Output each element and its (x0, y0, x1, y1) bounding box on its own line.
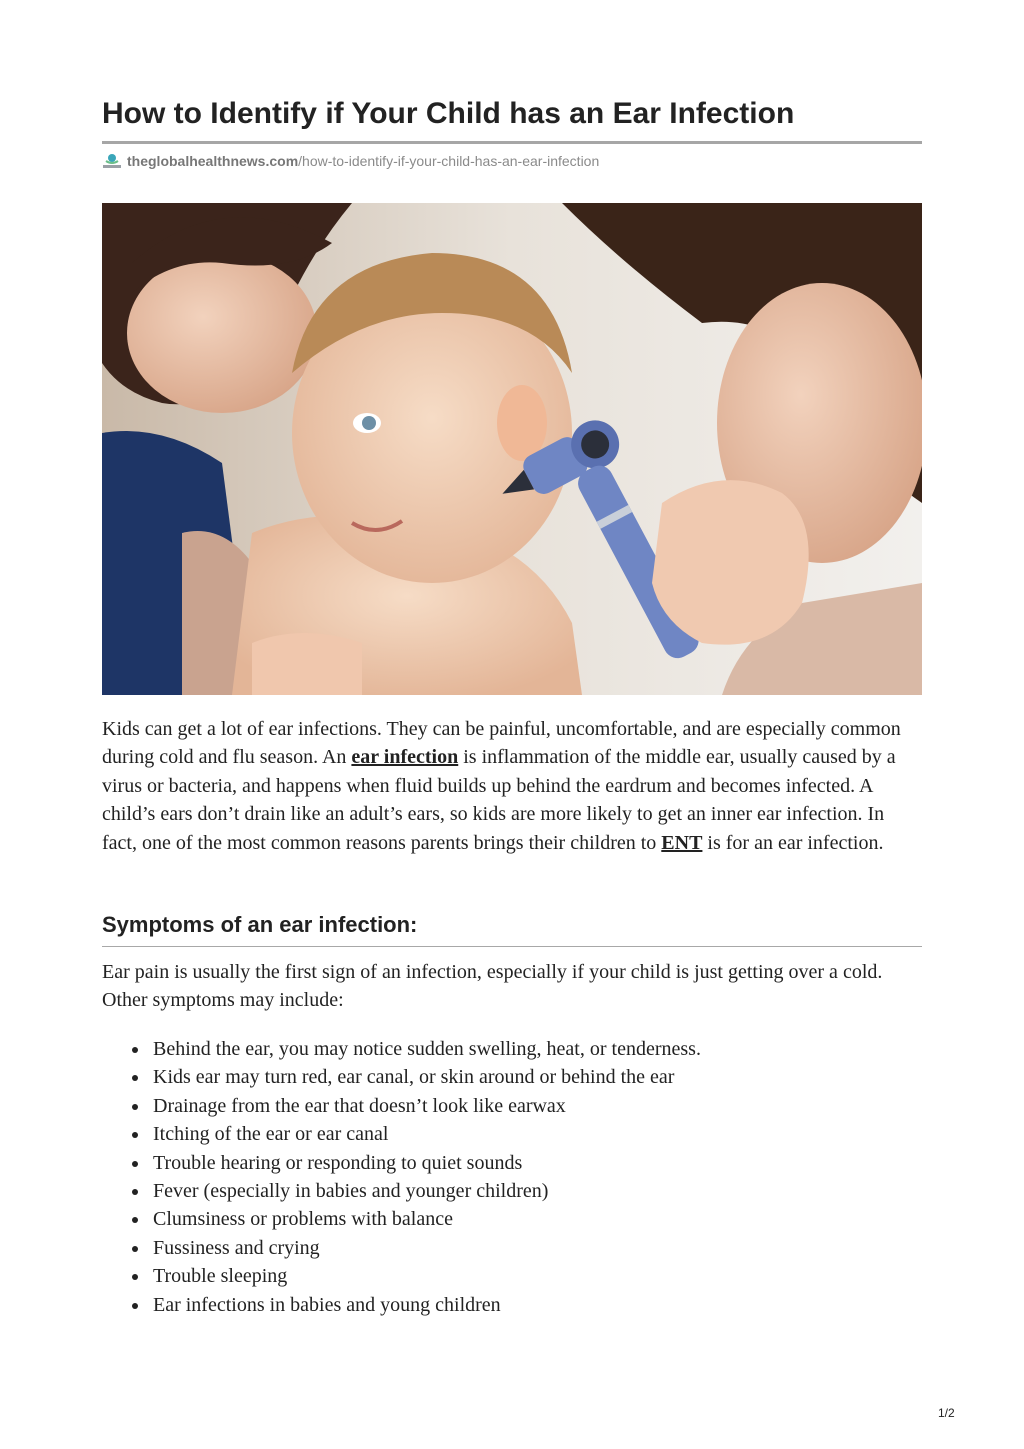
list-item-text: Itching of the ear or ear canal (153, 1123, 389, 1146)
list-item (153, 1063, 922, 1091)
ent-link[interactable]: ENT (661, 831, 703, 854)
bullet-icon (132, 1303, 138, 1309)
list-item (153, 1149, 922, 1177)
list-item-text: Ear infections in babies and young children (153, 1293, 501, 1316)
intro-paragraph (102, 715, 922, 857)
list-item-text: Fussiness and crying (153, 1236, 320, 1259)
bullet-icon (132, 1246, 138, 1252)
bullet-icon (132, 1274, 138, 1280)
bullet-icon (132, 1189, 138, 1195)
symptoms-list (102, 1035, 922, 1319)
source-domain[interactable]: theglobalhealthnews.com (127, 153, 299, 169)
list-item-text: Trouble hearing or responding to quiet sounds (153, 1151, 523, 1174)
ear-infection-link[interactable]: ear infection (351, 746, 459, 769)
symptoms-intro: Ear pain is usually the first sign of an infection, especially if your child is just getting over a cold. Other symptoms may include: (102, 961, 883, 1012)
intro-text-2: is inflammation of the middle ear, usually caused by a virus or bacteria, and happens when fluid builds up behind the eardrum and becomes infected. A child’s ears don’t drain like an adult’s ears, so kids are more likely to get an inner ear infection. In fact, one of the most common reasons parents brings their children to (102, 746, 896, 854)
source-link[interactable] (102, 151, 599, 171)
list-item-text: Clumsiness or problems with balance (153, 1208, 453, 1231)
bullet-icon (132, 1161, 138, 1167)
intro-text-1: Kids can get a lot of ear infections. They can be painful, uncomfortable, and are especially common during cold and flu season. An (102, 718, 901, 769)
hero-image (102, 203, 922, 695)
bullet-icon (132, 1104, 138, 1110)
list-item (153, 1035, 922, 1063)
title-divider (102, 141, 922, 144)
list-item (153, 1205, 922, 1233)
site-logo-icon (102, 152, 122, 170)
article-title: How to Identify if Your Child has an Ear Infection (102, 97, 795, 130)
list-item-text: Fever (especially in babies and younger children) (153, 1180, 549, 1203)
list-item (153, 1262, 922, 1290)
doctor-examining-child-ear-photo (102, 203, 922, 695)
bullet-icon (132, 1217, 138, 1223)
list-item (153, 1291, 922, 1319)
list-item (153, 1092, 922, 1120)
page-number: 1/2 (938, 1406, 955, 1420)
bullet-icon (132, 1075, 138, 1081)
list-item-text: Behind the ear, you may notice sudden swelling, heat, or tenderness. (153, 1038, 701, 1060)
bullet-icon (132, 1047, 138, 1053)
symptoms-divider (102, 946, 922, 947)
list-item-text: Kids ear may turn red, ear canal, or skin around or behind the ear (153, 1066, 675, 1089)
symptoms-heading: Symptoms of an ear infection: (102, 912, 418, 937)
bullet-icon (132, 1132, 138, 1138)
list-item (153, 1120, 922, 1148)
list-item-text: Drainage from the ear that doesn’t look like earwax (153, 1094, 566, 1117)
list-item (153, 1177, 922, 1205)
intro-text-3: is for an ear infection. (702, 831, 884, 854)
source-path[interactable]: /how-to-identify-if-your-child-has-an-ear-infection (298, 153, 600, 169)
list-item (153, 1234, 922, 1262)
list-item-text: Trouble sleeping (153, 1265, 288, 1288)
